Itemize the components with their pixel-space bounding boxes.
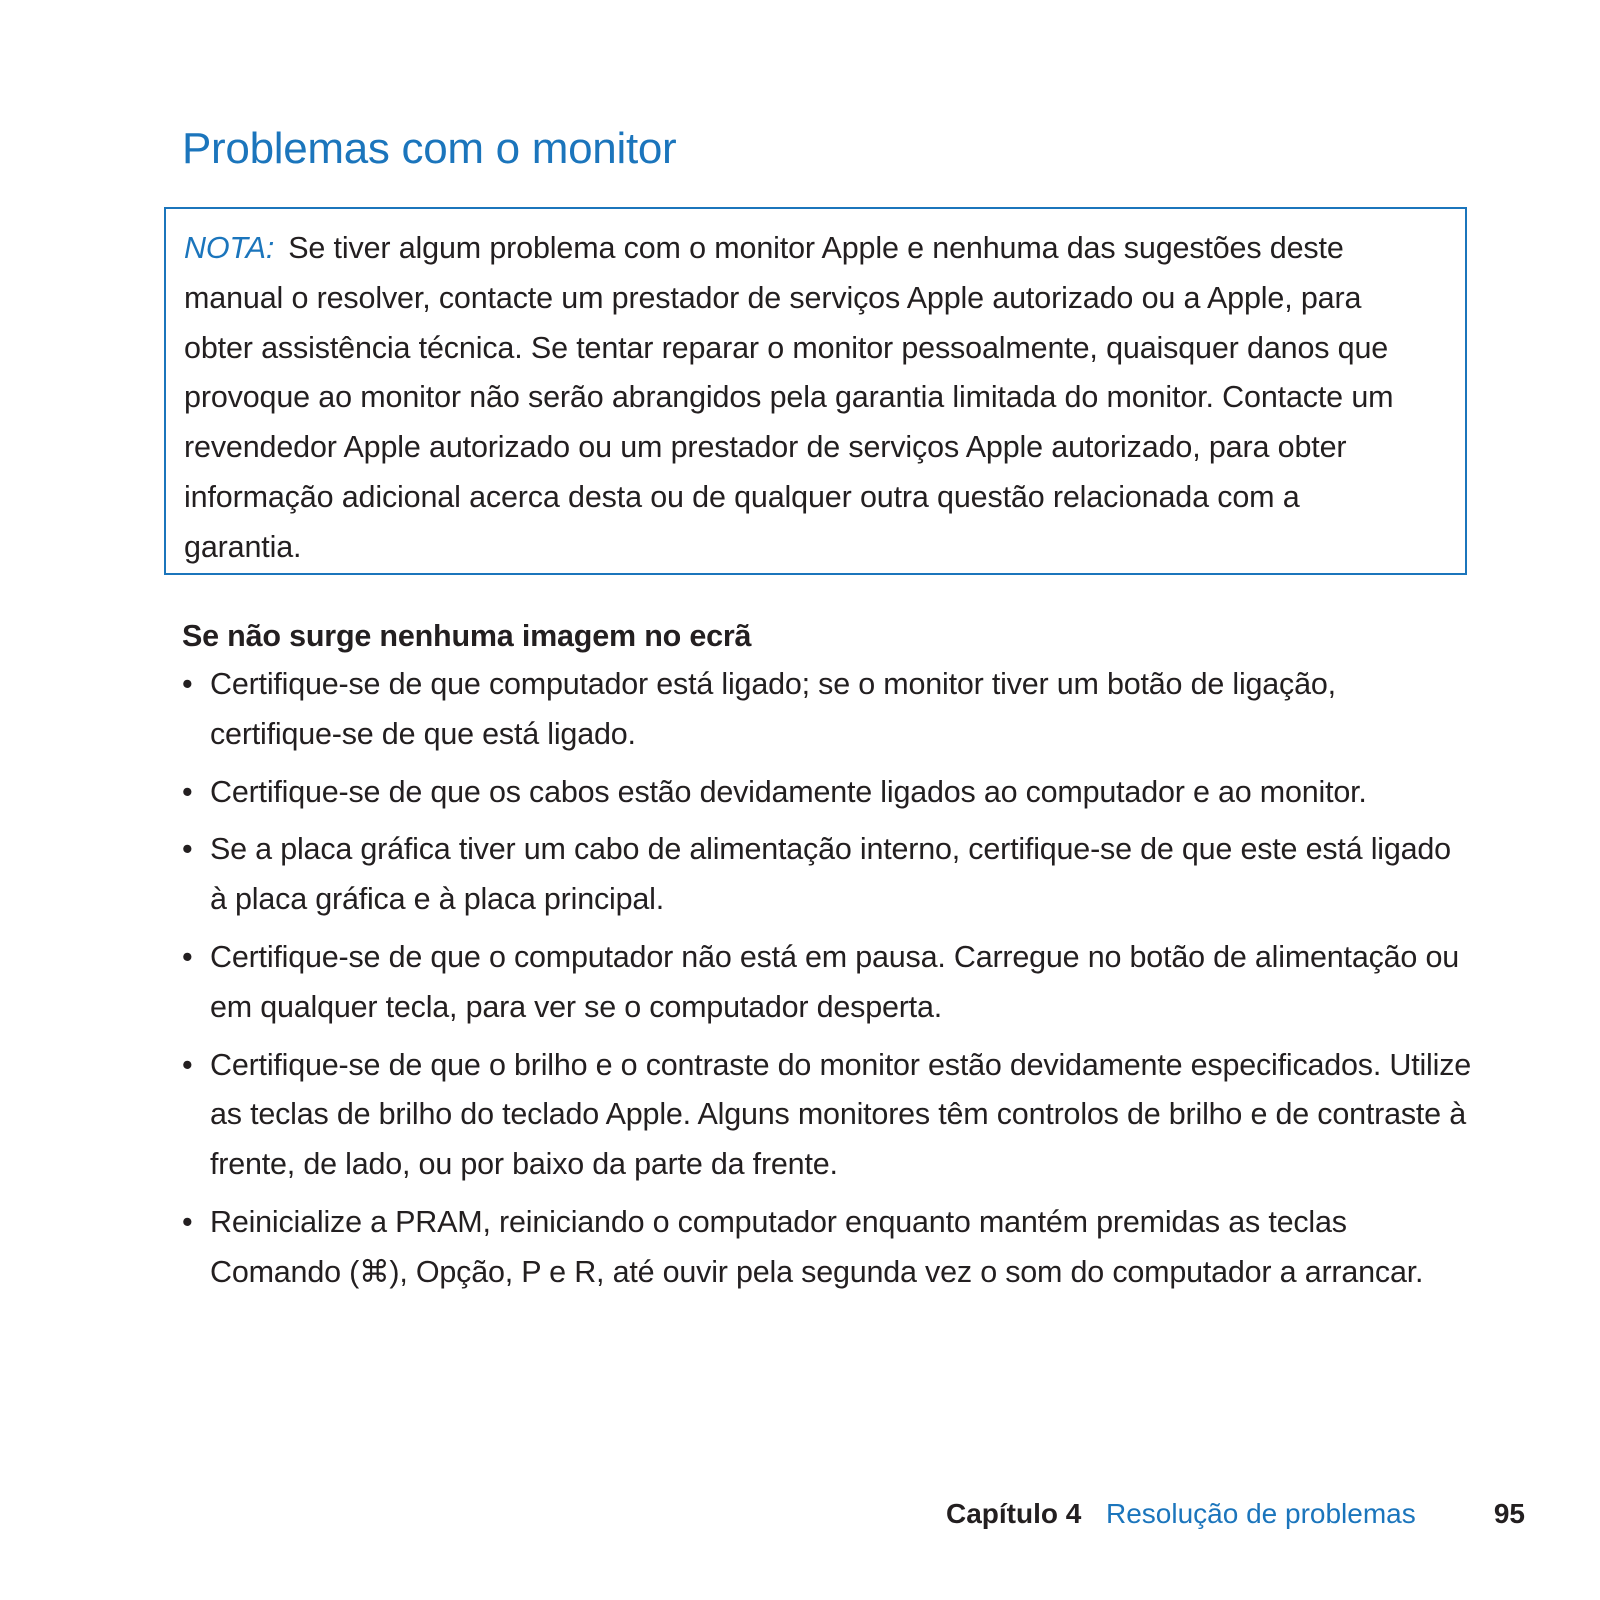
list-item-text: Certifique-se de que computador está ligado; se o monitor tiver um botão de ligação, certifique-se de que está ligado. bbox=[210, 667, 1336, 751]
page-title: Problemas com o monitor bbox=[182, 124, 677, 173]
list-item-text: Certifique-se de que o computador não está em pausa. Carregue no botão de alimentação ou em qualquer tecla, para ver se o computador desperta. bbox=[210, 939, 1459, 1024]
list-item-text: Certifique-se de que os cabos estão devidamente ligados ao computador e ao monitor. bbox=[210, 774, 1367, 809]
bullet-icon: • bbox=[182, 667, 193, 701]
note-text: Se tiver algum problema com o monitor Apple e nenhuma das sugestões deste manual o resolver, contacte um prestador de serviços Apple autorizado ou a Apple, para obter assistência técnica. Se tentar reparar o monitor pessoalmente, quaisquer danos que provoque ao monitor não serão abrangidos pela garantia limitada do monitor. Contacte um revendedor Apple autorizado ou um prestador de serviços Apple autorizado, para obter informação adicional acerca desta ou de qualquer outra questão relacionada com a garantia. bbox=[184, 231, 1394, 564]
bullet-icon: • bbox=[182, 832, 193, 867]
list-item bbox=[182, 933, 1472, 1033]
list-item-text: Certifique-se de que o brilho e o contraste do monitor estão devidamente especificados. Utilize as teclas de brilho do teclado Apple. Alguns monitores têm controlos de brilho e de contraste à frente, de lado, ou por baixo da parte da frente. bbox=[210, 1047, 1472, 1182]
page-number: 95 bbox=[1493, 1498, 1525, 1529]
footer-chapter: Capítulo 4 bbox=[946, 1498, 1082, 1529]
list-item bbox=[182, 825, 1472, 925]
bullet-list bbox=[182, 660, 1472, 1306]
bullet-icon: • bbox=[182, 1204, 193, 1239]
bullet-icon: • bbox=[182, 939, 193, 974]
note-label: NOTA: bbox=[184, 231, 275, 265]
bullet-icon: • bbox=[182, 1047, 193, 1082]
bullet-icon: • bbox=[182, 774, 193, 809]
list-item bbox=[182, 660, 1472, 760]
section-heading: Se não surge nenhuma imagem no ecrã bbox=[182, 619, 752, 653]
footer-section-title: Resolução de problemas bbox=[1106, 1498, 1416, 1529]
list-item bbox=[182, 1041, 1472, 1190]
list-item bbox=[182, 1198, 1472, 1298]
note-box bbox=[164, 207, 1467, 575]
list-item-text: Reinicialize a PRAM, reiniciando o computador enquanto mantém premidas as teclas Comando (⌘), Opção, P e R, até ouvir pela segunda vez o som do computador a arrancar. bbox=[210, 1204, 1424, 1289]
list-item-text: Se a placa gráfica tiver um cabo de alimentação interno, certifique-se de que este está ligado à placa gráfica e à placa principal. bbox=[210, 832, 1451, 917]
list-item bbox=[182, 768, 1472, 818]
